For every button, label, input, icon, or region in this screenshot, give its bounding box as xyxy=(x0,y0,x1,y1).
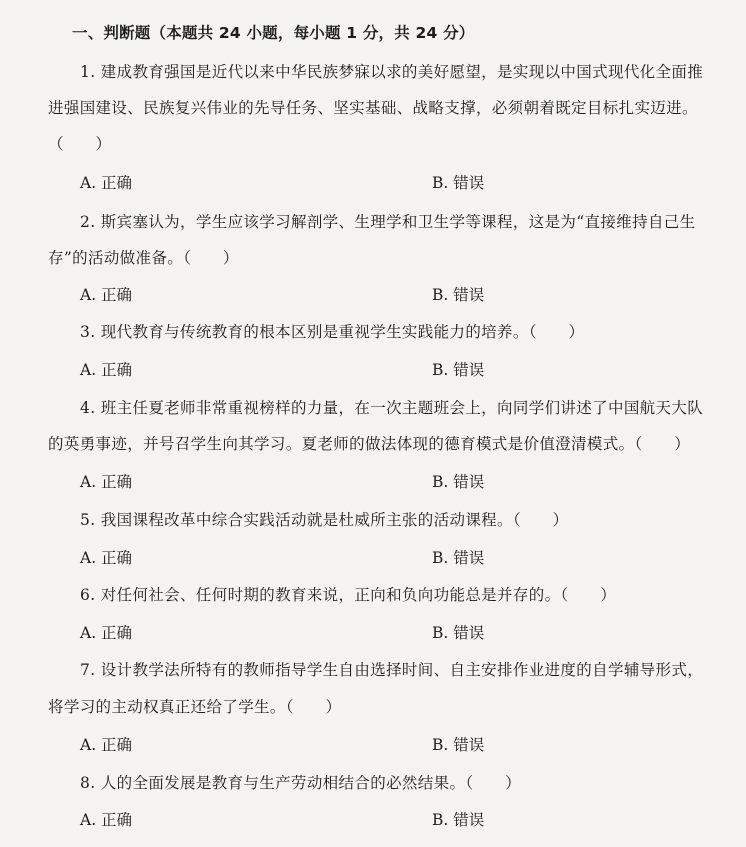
question-5-option-a[interactable]: A. 正确 xyxy=(80,549,133,567)
question-4-line-2: 的英勇事迹，并号召学生向其学习。夏老师的做法体现的德育模式是价值澄清模式。（ ） xyxy=(48,435,691,453)
question-7-option-a[interactable]: A. 正确 xyxy=(80,736,133,754)
question-2-option-b[interactable]: B. 错误 xyxy=(432,286,485,304)
question-3-line-1: 3. 现代教育与传统教育的根本区别是重视学生实践能力的培养。（ ） xyxy=(80,323,585,341)
question-1-option-a[interactable]: A. 正确 xyxy=(80,174,133,192)
question-8-option-a[interactable]: A. 正确 xyxy=(80,811,133,829)
question-7-line-2: 将学习的主动权真正还给了学生。（ ） xyxy=(48,698,342,716)
question-5-option-b[interactable]: B. 错误 xyxy=(432,549,485,567)
question-3-option-b[interactable]: B. 错误 xyxy=(432,361,485,379)
question-4-option-b[interactable]: B. 错误 xyxy=(432,473,485,491)
question-6-option-b[interactable]: B. 错误 xyxy=(432,624,485,642)
question-1-answer-blank: （ ） xyxy=(48,135,112,153)
question-8-line-1: 8. 人的全面发展是教育与生产劳动相结合的必然结果。（ ） xyxy=(80,774,521,792)
section-title: 一、判断题（本题共 24 小题，每小题 1 分，共 24 分） xyxy=(72,24,475,42)
question-2-option-a[interactable]: A. 正确 xyxy=(80,286,133,304)
question-2-line-2: 存”的活动做准备。（ ） xyxy=(48,249,239,267)
question-2-line-1: 2. 斯宾塞认为，学生应该学习解剖学、生理学和卫生学等课程，这是为“直接维持自己生 xyxy=(80,213,696,231)
question-4-line-1: 4. 班主任夏老师非常重视榜样的力量，在一次主题班会上，向同学们讲述了中国航天大队 xyxy=(80,399,704,417)
question-8-option-b[interactable]: B. 错误 xyxy=(432,811,485,829)
question-1-option-b[interactable]: B. 错误 xyxy=(432,174,485,192)
question-1-line-2: 进强国建设、民族复兴伟业的先导任务、坚实基础、战略支撑，必须朝着既定目标扎实迈进。 xyxy=(48,99,698,117)
question-6-option-a[interactable]: A. 正确 xyxy=(80,624,133,642)
question-1-line-1: 1. 建成教育强国是近代以来中华民族梦寐以求的美好愿望，是实现以中国式现代化全面推 xyxy=(80,63,704,81)
question-6-line-1: 6. 对任何社会、任何时期的教育来说，正向和负向功能总是并存的。（ ） xyxy=(80,586,617,604)
question-7-option-b[interactable]: B. 错误 xyxy=(432,736,485,754)
question-7-line-1: 7. 设计教学法所特有的教师指导学生自由选择时间、自主安排作业进度的自学辅导形式， xyxy=(80,661,704,679)
question-4-option-a[interactable]: A. 正确 xyxy=(80,473,133,491)
question-3-option-a[interactable]: A. 正确 xyxy=(80,361,133,379)
question-5-line-1: 5. 我国课程改革中综合实践活动就是杜威所主张的活动课程。（ ） xyxy=(80,511,569,529)
